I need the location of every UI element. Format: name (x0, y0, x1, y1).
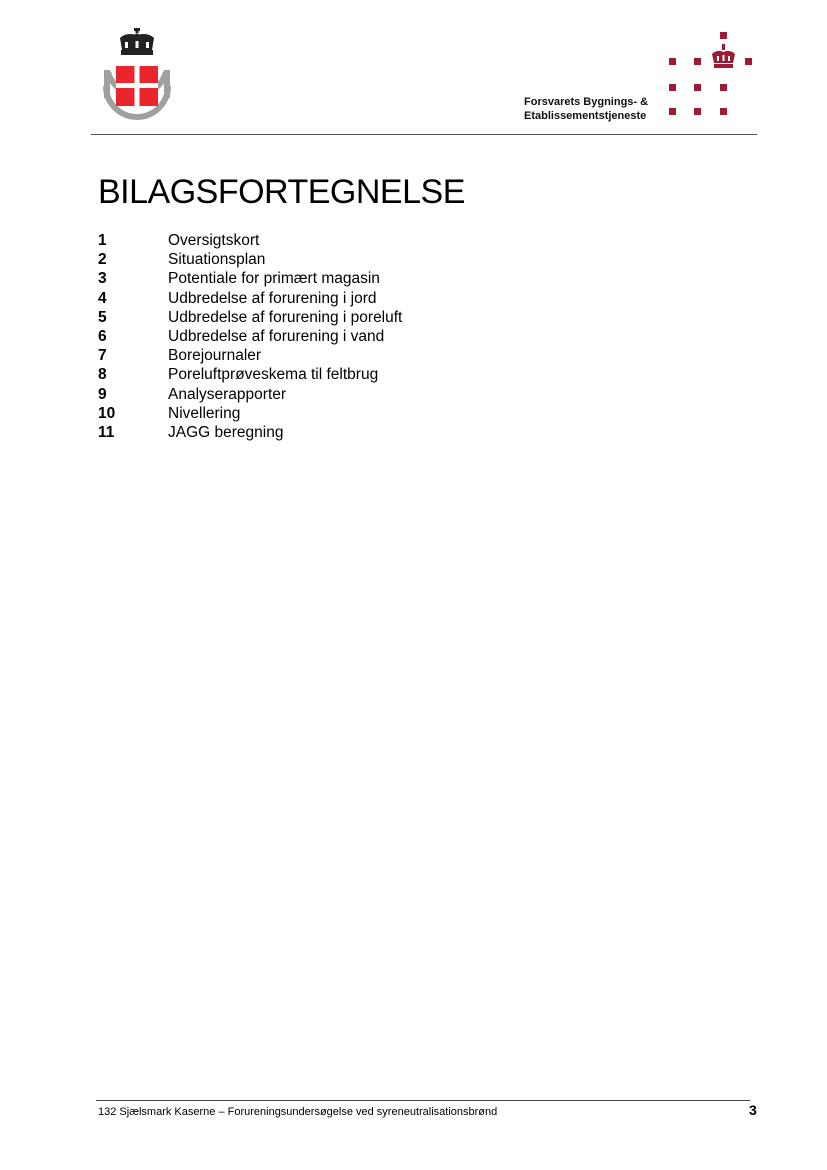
appendix-number: 9 (98, 385, 107, 403)
appendix-number: 11 (98, 423, 115, 441)
list-item (98, 231, 402, 250)
list-item (98, 327, 402, 346)
crown-shield-logo-icon (98, 28, 176, 124)
page-title: BILAGSFORTEGNELSE (98, 173, 465, 211)
appendix-title: Situationsplan (168, 251, 266, 269)
appendix-title: Udbredelse af forurening i jord (168, 289, 377, 307)
organization-name-line1: Forsvarets Bygnings- & (524, 96, 649, 108)
crown-dot-grid-logo-icon (664, 30, 756, 122)
appendix-title: Analyserapporter (168, 385, 287, 403)
list-item (98, 308, 402, 327)
list-item (98, 385, 402, 404)
footer-text: 132 Sjælsmark Kaserne – Forureningsundersøgelse ved syreneutralisationsbrønd (98, 1106, 498, 1118)
appendix-title: Udbredelse af forurening i vand (168, 327, 385, 345)
crown-shield-logo (98, 28, 176, 124)
appendix-number: 10 (98, 404, 116, 422)
appendix-title: Nivellering (168, 404, 241, 422)
appendix-title: JAGG beregning (168, 423, 284, 441)
appendix-number: 3 (98, 270, 107, 288)
appendix-title: Borejournaler (168, 347, 262, 365)
list-item (98, 365, 402, 384)
appendix-title: Potentiale for primært magasin (168, 270, 380, 288)
appendix-number: 4 (98, 289, 107, 307)
footer-divider (96, 1100, 750, 1101)
organization-name-line2: Etablissementstjeneste (524, 110, 647, 122)
crown-dot-grid-logo (664, 30, 756, 122)
appendix-list (98, 231, 402, 442)
list-item (98, 346, 402, 365)
header-divider (91, 134, 757, 135)
list-item (98, 250, 402, 269)
appendix-title: Udbredelse af forurening i poreluft (168, 308, 403, 326)
appendix-title: Oversigtskort (168, 232, 260, 249)
appendix-number: 7 (98, 347, 107, 365)
list-item (98, 289, 402, 308)
list-item (98, 269, 402, 288)
organization-name (524, 95, 664, 123)
appendix-number: 2 (98, 251, 107, 269)
appendix-number: 1 (98, 232, 107, 249)
appendix-title: Poreluftprøveskema til feltbrug (168, 366, 379, 384)
page-number: 3 (749, 1102, 757, 1118)
appendix-number: 6 (98, 327, 107, 345)
appendix-number: 5 (98, 308, 107, 326)
list-item (98, 404, 402, 423)
list-item (98, 423, 402, 442)
appendix-number: 8 (98, 366, 107, 384)
